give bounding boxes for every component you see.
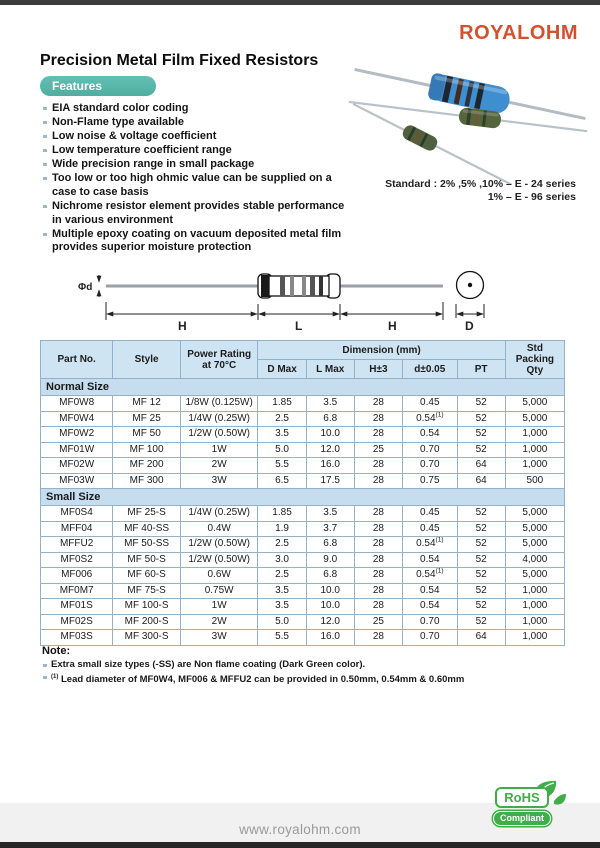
table-cell: 64 xyxy=(457,630,505,646)
table-section-label: Normal Size xyxy=(41,379,565,396)
table-cell: MF0W4 xyxy=(41,411,113,427)
table-cell: 3.5 xyxy=(258,427,306,443)
table-cell: 52 xyxy=(457,568,505,584)
brand-logo: ROYALOHM xyxy=(459,22,578,44)
table-row xyxy=(41,537,565,553)
table-cell: 0.75 xyxy=(403,473,457,489)
table-cell: 0.54 xyxy=(403,552,457,568)
note-item: $^{(1)}$ Lead diameter of MF0W4, MF006 & MFFU2 can be provided in 0.50mm, 0.54mm & 0.60mm xyxy=(42,671,562,686)
table-cell: 0.4W xyxy=(180,521,258,537)
table-cell: 1,000 xyxy=(505,583,564,599)
table-cell: MF 200 xyxy=(113,458,181,474)
feature-item: Too low or too high ohmic value can be supplied on a case to case basis xyxy=(42,172,347,199)
table-cell: MF 300-S xyxy=(113,630,181,646)
rohs-compliant-badge xyxy=(490,787,554,826)
rohs-compliant-label: Compliant xyxy=(493,811,551,826)
note-list xyxy=(42,659,562,686)
table-cell: MF02W xyxy=(41,458,113,474)
table-cell: 0.54$^{(1)}$ xyxy=(403,568,457,584)
standard-series-note xyxy=(385,178,576,204)
table-cell: 16.0 xyxy=(306,458,354,474)
col-subheader-d: d±0.05 xyxy=(403,360,457,379)
table-cell: MF 25 xyxy=(113,411,181,427)
table-cell: 3.5 xyxy=(306,506,354,522)
bottom-border-bar xyxy=(0,842,600,848)
table-cell: MF 200-S xyxy=(113,614,181,630)
table-section-row xyxy=(41,379,565,396)
note-section xyxy=(42,645,562,686)
table-cell: 5.5 xyxy=(258,458,306,474)
table-cell: 5,000 xyxy=(505,521,564,537)
table-cell: 52 xyxy=(457,552,505,568)
table-cell: 28 xyxy=(354,521,402,537)
table-cell: 1,000 xyxy=(505,458,564,474)
table-cell: 52 xyxy=(457,537,505,553)
table-cell: 6.8 xyxy=(306,411,354,427)
table-cell: MF 50-SS xyxy=(113,537,181,553)
table-cell: 1/8W (0.125W) xyxy=(180,396,258,412)
table-cell: 28 xyxy=(354,396,402,412)
table-row xyxy=(41,630,565,646)
table-cell: 6.5 xyxy=(258,473,306,489)
table-cell: 52 xyxy=(457,506,505,522)
table-cell: 5.5 xyxy=(258,630,306,646)
table-cell: 10.0 xyxy=(306,599,354,615)
diagram-label-h-right: H xyxy=(388,319,397,333)
table-cell: 1/2W (0.50W) xyxy=(180,537,258,553)
table-cell: 1.85 xyxy=(258,506,306,522)
col-header-power-rating: Power Rating at 70°C xyxy=(180,341,258,379)
table-cell: MF 25-S xyxy=(113,506,181,522)
table-cell: 0.75W xyxy=(180,583,258,599)
diagram-label-l: L xyxy=(295,319,303,333)
diagram-label-phi-d: Φd xyxy=(78,282,93,293)
table-cell: 1,000 xyxy=(505,442,564,458)
table-cell: 5,000 xyxy=(505,411,564,427)
diagram-label-d: D xyxy=(465,319,474,333)
table-cell: 28 xyxy=(354,599,402,615)
table-cell: 64 xyxy=(457,473,505,489)
table-cell: 2W xyxy=(180,614,258,630)
note-item: Extra small size types (-SS) are Non flame coating (Dark Green color). xyxy=(42,659,562,671)
table-cell: 28 xyxy=(354,630,402,646)
table-cell: 12.0 xyxy=(306,442,354,458)
table-section-label: Small Size xyxy=(41,489,565,506)
table-cell: 0.70 xyxy=(403,458,457,474)
table-cell: 2.5 xyxy=(258,411,306,427)
table-cell: MF0W8 xyxy=(41,396,113,412)
table-row xyxy=(41,473,565,489)
table-cell: 3.5 xyxy=(258,599,306,615)
table-section-row xyxy=(41,489,565,506)
table-cell: 1.9 xyxy=(258,521,306,537)
diagram-label-h-left: H xyxy=(178,319,187,333)
standard-line-2: 1% – E - 96 series xyxy=(487,191,576,203)
table-cell: MF0W2 xyxy=(41,427,113,443)
standard-line-1: Standard : 2% ,5% ,10% – E - 24 series xyxy=(385,178,576,190)
table-row xyxy=(41,599,565,615)
table-cell: 0.54$^{(1)}$ xyxy=(403,411,457,427)
table-cell: 2.5 xyxy=(258,537,306,553)
table-cell: 0.54$^{(1)}$ xyxy=(403,537,457,553)
table-cell: MF 50-S xyxy=(113,552,181,568)
table-cell: MF006 xyxy=(41,568,113,584)
table-cell: 28 xyxy=(354,427,402,443)
table-cell: 0.70 xyxy=(403,630,457,646)
table-cell: MF 60-S xyxy=(113,568,181,584)
table-cell: 6.8 xyxy=(306,568,354,584)
table-cell: MF 40-SS xyxy=(113,521,181,537)
table-cell: MF0S4 xyxy=(41,506,113,522)
table-cell: 10.0 xyxy=(306,583,354,599)
table-cell: 6.8 xyxy=(306,537,354,553)
feature-item: Nichrome resistor element provides stable performance in various environment xyxy=(42,200,347,227)
feature-item: EIA standard color coding xyxy=(42,102,347,116)
table-cell: 28 xyxy=(354,458,402,474)
col-header-dimension: Dimension (mm) xyxy=(258,341,505,360)
table-cell: 2W xyxy=(180,458,258,474)
feature-item: Low noise & voltage coefficient xyxy=(42,130,347,144)
table-cell: 1,000 xyxy=(505,599,564,615)
website-link[interactable]: www.royalohm.com xyxy=(239,822,361,837)
table-cell: MF0M7 xyxy=(41,583,113,599)
table-cell: MF 12 xyxy=(113,396,181,412)
rohs-label: RoHS xyxy=(495,787,548,808)
col-header-style: Style xyxy=(113,341,181,379)
table-cell: 17.5 xyxy=(306,473,354,489)
table-cell: MF 300 xyxy=(113,473,181,489)
col-subheader-l-max: L Max xyxy=(306,360,354,379)
dimension-diagram-drawing xyxy=(58,252,488,334)
table-cell: MF 100-S xyxy=(113,599,181,615)
feature-item: Non-Flame type available xyxy=(42,116,347,130)
table-row xyxy=(41,506,565,522)
table-cell: 12.0 xyxy=(306,614,354,630)
col-subheader-h: H±3 xyxy=(354,360,402,379)
table-cell: 0.54 xyxy=(403,599,457,615)
table-cell: 1,000 xyxy=(505,630,564,646)
table-cell: 1.85 xyxy=(258,396,306,412)
table-cell: 1W xyxy=(180,442,258,458)
col-subheader-pt: PT xyxy=(457,360,505,379)
table-cell: MF03S xyxy=(41,630,113,646)
table-cell: 9.0 xyxy=(306,552,354,568)
table-cell: 3W xyxy=(180,630,258,646)
table-cell: 0.6W xyxy=(180,568,258,584)
table-cell: 1,000 xyxy=(505,427,564,443)
table-cell: 10.0 xyxy=(306,427,354,443)
table-cell: 28 xyxy=(354,583,402,599)
resistor-photo xyxy=(342,66,592,184)
table-row xyxy=(41,568,565,584)
table-cell: 3W xyxy=(180,473,258,489)
table-cell: 52 xyxy=(457,442,505,458)
table-cell: 1/2W (0.50W) xyxy=(180,552,258,568)
table-cell: 5,000 xyxy=(505,537,564,553)
table-row xyxy=(41,396,565,412)
table-row xyxy=(41,521,565,537)
table-cell: 4,000 xyxy=(505,552,564,568)
table-cell: MF01S xyxy=(41,599,113,615)
table-cell: 25 xyxy=(354,614,402,630)
table-row xyxy=(41,583,565,599)
table-cell: 52 xyxy=(457,583,505,599)
table-cell: 52 xyxy=(457,396,505,412)
spec-table xyxy=(40,340,565,646)
table-cell: MF03W xyxy=(41,473,113,489)
table-cell: 5.0 xyxy=(258,614,306,630)
col-header-part-no: Part No. xyxy=(41,341,113,379)
table-cell: 0.45 xyxy=(403,396,457,412)
table-cell: 1W xyxy=(180,599,258,615)
table-cell: 5,000 xyxy=(505,568,564,584)
col-header-packing-qty: Std Packing Qty xyxy=(505,341,564,379)
table-cell: 0.45 xyxy=(403,506,457,522)
table-cell: 2.5 xyxy=(258,568,306,584)
table-cell: 3.7 xyxy=(306,521,354,537)
features-heading: Features xyxy=(40,76,156,96)
table-cell: 28 xyxy=(354,411,402,427)
col-subheader-d-max: D Max xyxy=(258,360,306,379)
table-cell: MF 75-S xyxy=(113,583,181,599)
table-cell: 5,000 xyxy=(505,396,564,412)
table-cell: 52 xyxy=(457,521,505,537)
table-cell: 0.70 xyxy=(403,442,457,458)
table-row xyxy=(41,442,565,458)
table-cell: 64 xyxy=(457,458,505,474)
table-cell: 52 xyxy=(457,427,505,443)
table-cell: 1/4W (0.25W) xyxy=(180,411,258,427)
table-cell: 16.0 xyxy=(306,630,354,646)
feature-item: Low temperature coefficient range xyxy=(42,144,347,158)
table-cell: 500 xyxy=(505,473,564,489)
table-cell: 28 xyxy=(354,568,402,584)
table-cell: 28 xyxy=(354,473,402,489)
feature-item: Wide precision range in small package xyxy=(42,158,347,172)
table-cell: 5,000 xyxy=(505,506,564,522)
table-cell: MFF04 xyxy=(41,521,113,537)
table-cell: 28 xyxy=(354,506,402,522)
table-cell: 1/4W (0.25W) xyxy=(180,506,258,522)
table-cell: 3.5 xyxy=(306,396,354,412)
table-row xyxy=(41,458,565,474)
table-cell: 3.5 xyxy=(258,583,306,599)
table-cell: MF 100 xyxy=(113,442,181,458)
table-cell: 0.54 xyxy=(403,427,457,443)
table-cell: MFFU2 xyxy=(41,537,113,553)
table-cell: 0.45 xyxy=(403,521,457,537)
table-cell: 0.54 xyxy=(403,583,457,599)
table-cell: 0.70 xyxy=(403,614,457,630)
table-cell: MF02S xyxy=(41,614,113,630)
table-cell: 52 xyxy=(457,599,505,615)
resistor-photo-illustration xyxy=(342,66,592,184)
table-cell: MF01W xyxy=(41,442,113,458)
dimension-diagram xyxy=(58,252,488,334)
table-row xyxy=(41,411,565,427)
table-row xyxy=(41,427,565,443)
table-cell: 1/2W (0.50W) xyxy=(180,427,258,443)
table-cell: 25 xyxy=(354,442,402,458)
table-cell: MF0S2 xyxy=(41,552,113,568)
note-heading: Note: xyxy=(42,645,71,657)
feature-item: Multiple epoxy coating on vacuum deposited metal film provides superior moisture protection xyxy=(42,228,347,255)
table-cell: 52 xyxy=(457,614,505,630)
table-cell: MF 50 xyxy=(113,427,181,443)
table-row xyxy=(41,614,565,630)
table-cell: 1,000 xyxy=(505,614,564,630)
table-row xyxy=(41,552,565,568)
table-cell: 28 xyxy=(354,537,402,553)
top-border-bar xyxy=(0,0,600,5)
table-cell: 28 xyxy=(354,552,402,568)
features-list xyxy=(42,102,347,256)
table-cell: 5.0 xyxy=(258,442,306,458)
table-cell: 52 xyxy=(457,411,505,427)
table-cell: 3.0 xyxy=(258,552,306,568)
page-title: Precision Metal Film Fixed Resistors xyxy=(40,52,319,69)
